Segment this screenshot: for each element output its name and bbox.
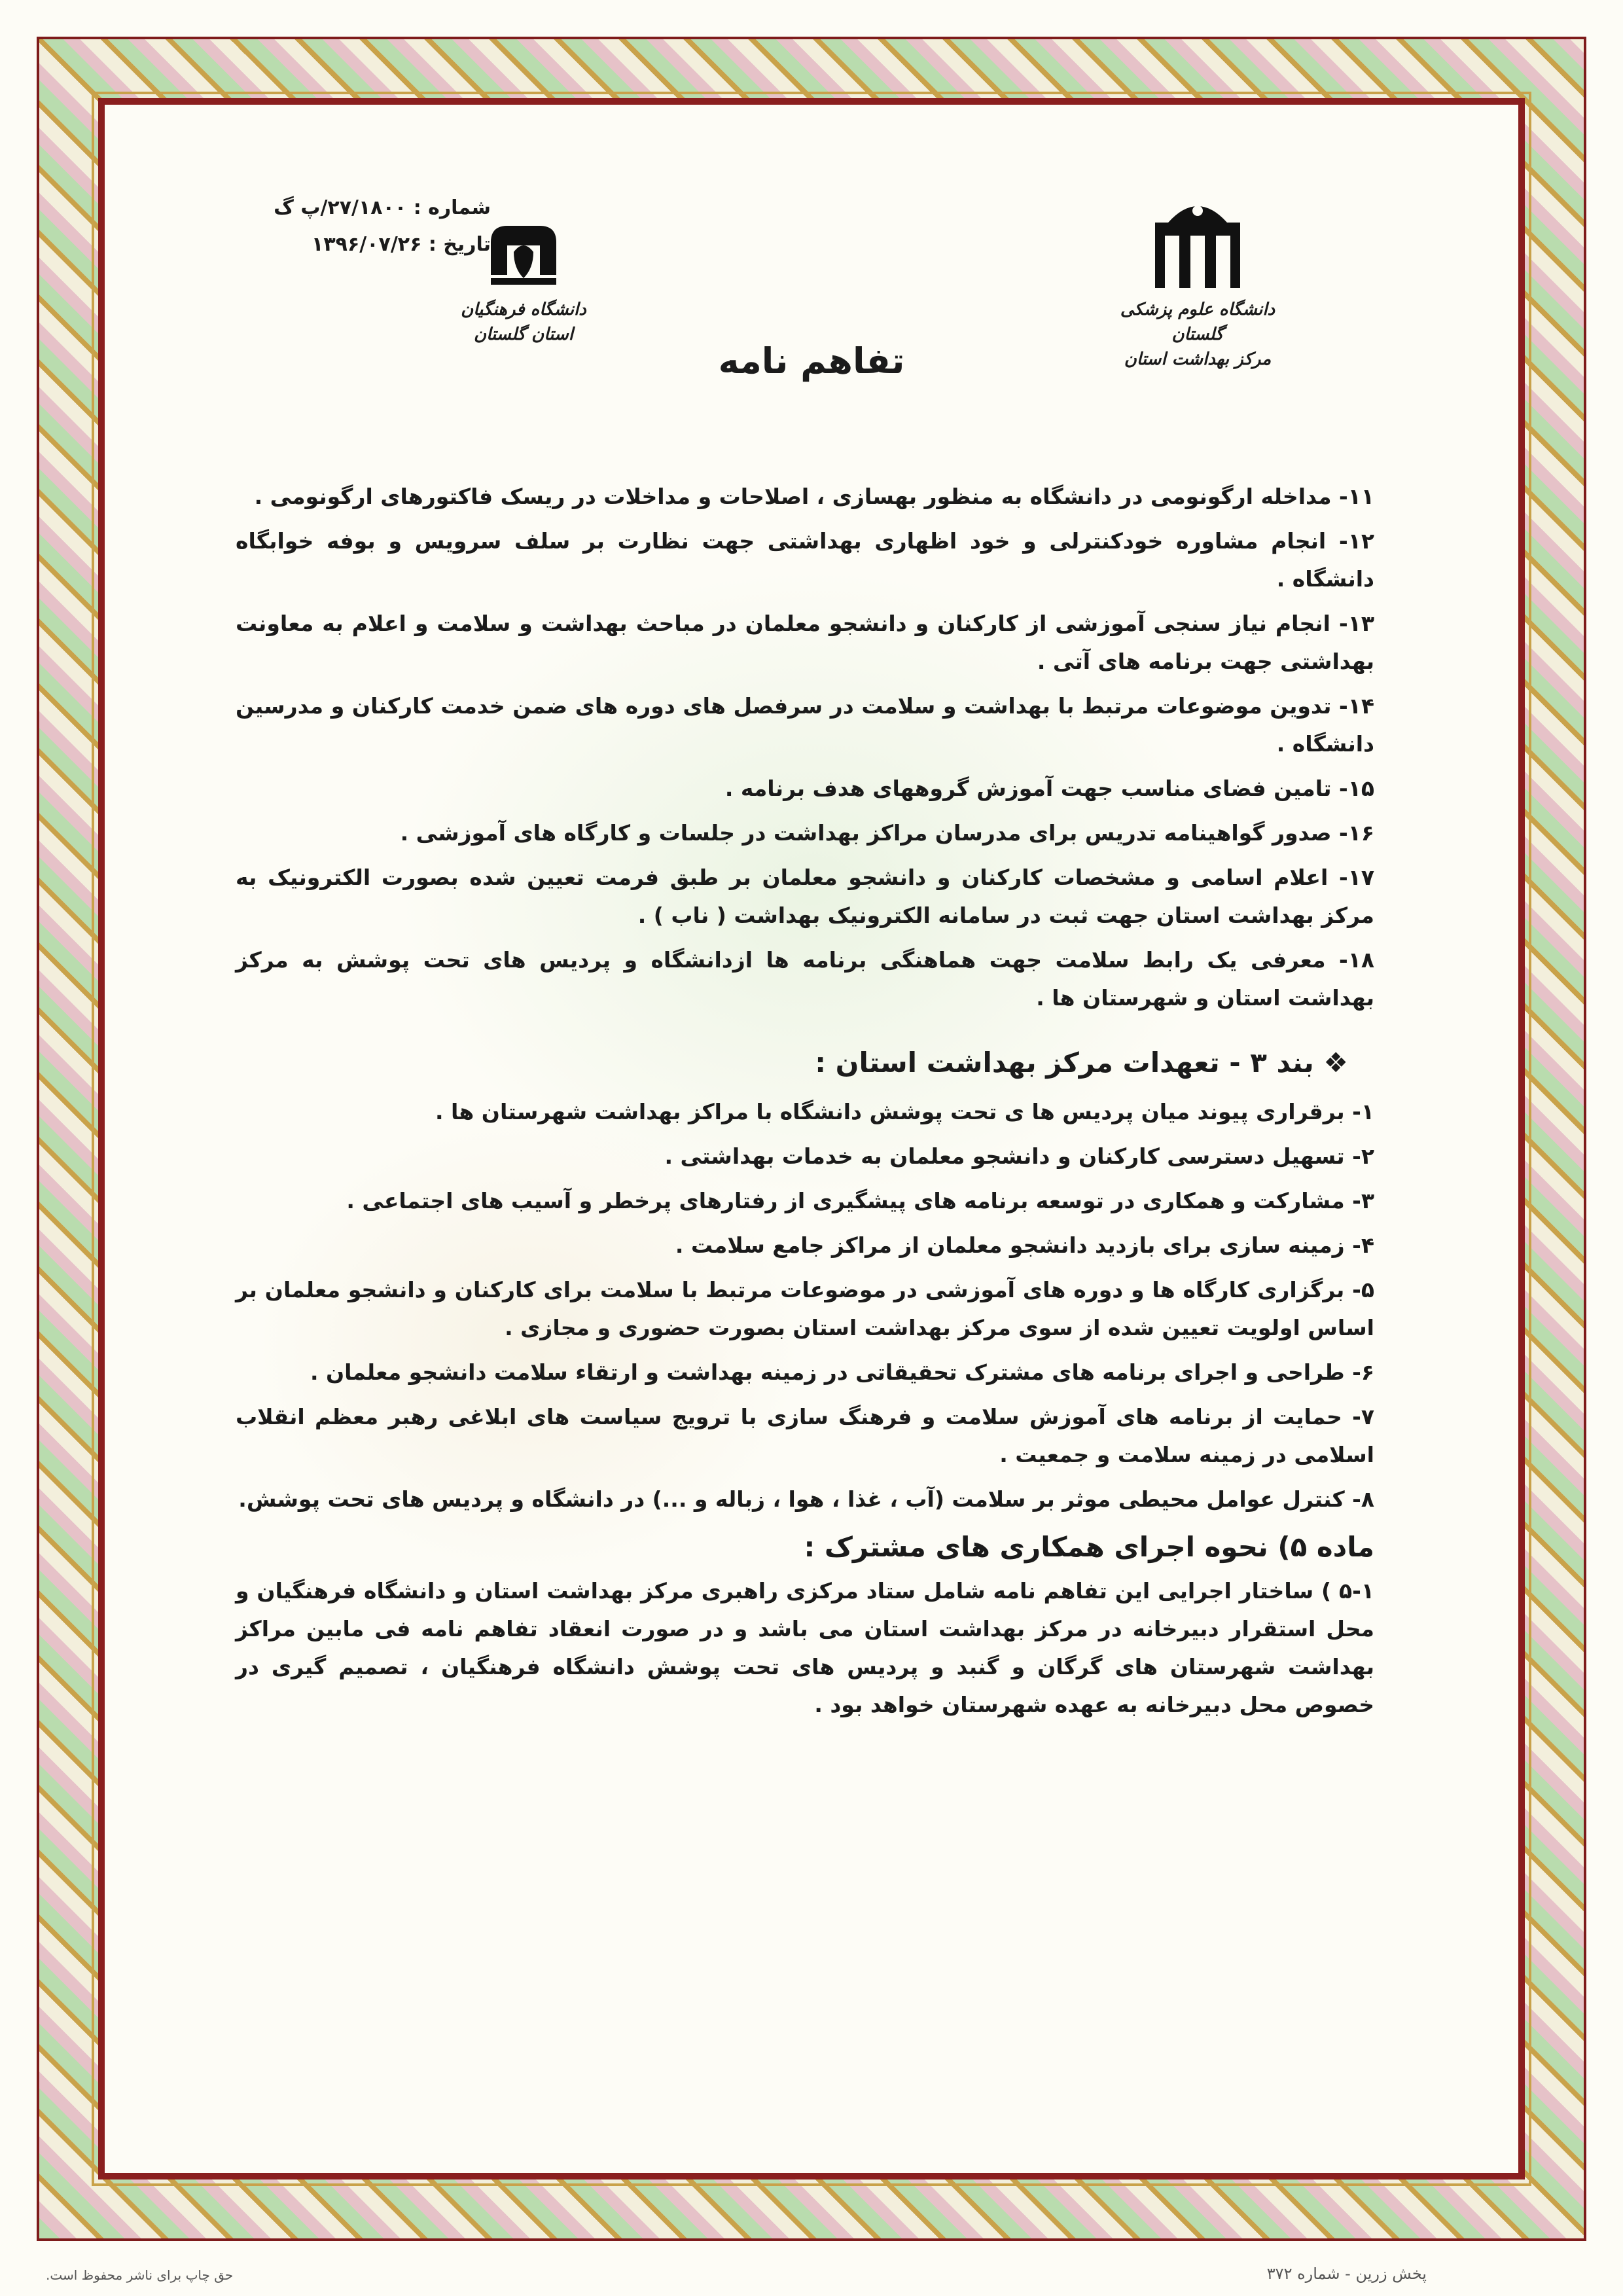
clause-17: ۱۷- اعلام اسامی و مشخصات کارکنان و دانشجو معلمان بر طبق فرمت تعیین شده بصورت الکترونیک به مرکز بهداشت استان جهت ثبت در سامانه الکترونیک بهداشت ( ناب ) . — [236, 865, 1374, 928]
clause-12: ۱۲- انجام مشاوره خودکنترلی و خود اظهاری بهداشتی جهت نظارت بر سلف سرویس و بوفه خوابگاه دانشگاه . — [236, 528, 1374, 592]
section3-item-7: ۷- حمایت از برنامه های آموزش سلامت و فرهنگ سازی با ترویج سیاست های ابلاغی رهبر معظم انقلاب اسلامی در زمینه سلامت و جمعیت . — [236, 1404, 1374, 1467]
page-title: تفاهم نامه — [718, 340, 905, 382]
section3-item-6: ۶- طراحی و اجرای برنامه های مشترک تحقیقاتی در زمینه بهداشت و ارتقاء سلامت دانشجو معلمان . — [310, 1359, 1374, 1385]
clause-13: ۱۳- انجام نیاز سنجی آموزشی از کارکنان و دانشجو معلمان در مباحث بهداشت و سلامت و اعلام به معاونت بهداشتی جهت برنامه های آتی . — [236, 611, 1374, 674]
right-org-line1: دانشگاه علوم پزشکی گلستان — [1120, 300, 1275, 344]
section3-item-5: ۵- برگزاری کارگاه ها و دوره های آموزشی در موضوعات مرتبط با سلامت برای کارکنان و دانشجو معلمان بر اساس اولویت تعیین شده از سوی مرکز بهداشت استان بصورت حضوری و مجازی . — [236, 1277, 1374, 1340]
clause-18: ۱۸- معرفی یک رابط سلامت جهت هماهنگی برنامه ها ازدانشگاه و پردیس های تحت پوشش به مرکز بهداشت استان و شهرستان ها . — [236, 947, 1374, 1011]
letter-number: شماره : ۲۷/۱۸۰۰/پ گ — [274, 196, 491, 219]
rights-footer: حق چاپ برای ناشر محفوظ است. — [46, 2267, 234, 2283]
letter-date: تاریخ : ۱۳۹۶/۰۷/۲۶ — [312, 233, 491, 256]
clause-14: ۱۴- تدوین موضوعات مرتبط با بهداشت و سلامت در سرفصل های دوره های ضمن خدمت کارکنان و مدرسین دانشگاه . — [236, 693, 1374, 757]
publisher-footer: پخش زرین - شماره ۳۷۲ — [1266, 2265, 1427, 2283]
section3-item-2: ۲- تسهیل دسترسی کارکنان و دانشجو معلمان به خدمات بهداشتی . — [664, 1143, 1374, 1169]
right-org-line2: مرکز بهداشت استان — [1124, 350, 1272, 369]
clause-11: ۱۱- مداخله ارگونومی در دانشگاه به منظور بهسازی ، اصلاحات و مداخلات در ریسک فاکتورهای ارگونومی . — [254, 484, 1374, 509]
section3-item-4: ۴- زمینه سازی برای بازدید دانشجو معلمان از مراکز جامع سلامت . — [675, 1232, 1374, 1258]
section-3-heading: ❖ بند ۳ - تعهدات مرکز بهداشت استان : — [815, 1047, 1348, 1079]
section3-item-1: ۱- برقراری پیوند میان پردیس ها ی تحت پوشش دانشگاه با مراکز بهداشت شهرستان ها . — [435, 1099, 1374, 1124]
farhangian-emblem-icon — [478, 216, 569, 295]
clause-16: ۱۶- صدور گواهینامه تدریس برای مدرسان مراکز بهداشت در جلسات و کارگاه های آموزشی . — [400, 820, 1374, 846]
letter-meta — [216, 190, 491, 263]
clause-15: ۱۵- تامین فضای مناسب جهت آموزش گروههای هدف برنامه . — [724, 776, 1374, 801]
medical-university-emblem-icon — [1149, 196, 1247, 295]
document-body — [236, 478, 1374, 1731]
left-org-line1: دانشگاه فرهنگیان — [461, 300, 586, 319]
section-5-heading: ماده ۵) نحوه اجرای همکاری های مشترک : — [804, 1531, 1374, 1563]
section3-item-8: ۸- کنترل عوامل محیطی موثر بر سلامت (آب ، غذا ، هوا ، زباله و ...) در دانشگاه و پردیس های تحت پوشش. — [238, 1486, 1374, 1512]
section3-item-3: ۳- مشارکت و همکاری در توسعه برنامه های پیشگیری از رفتارهای پرخطر و آسیب های اجتماعی . — [346, 1188, 1374, 1213]
left-org-line2: استان گلستان — [474, 325, 573, 344]
section5-paragraph: ۵-۱ ) ساختار اجرایی این تفاهم نامه شامل ستاد مرکزی راهبری مرکز بهداشت استان و دانشگاه فرهنگیان و محل استقرار دبیرخانه در مرکز بهداشت استان می باشد و در صورت انعقاد تفاهم نامه فی مابین مراکز بهداشت شهرستان های گرگان و گنبد و پردیس های تحت پوشش دانشگاه فرهنگیان ، تصمیم گیری در خصوص محل دبیرخانه به عهده شهرستان خواهد بود . — [236, 1578, 1374, 1717]
